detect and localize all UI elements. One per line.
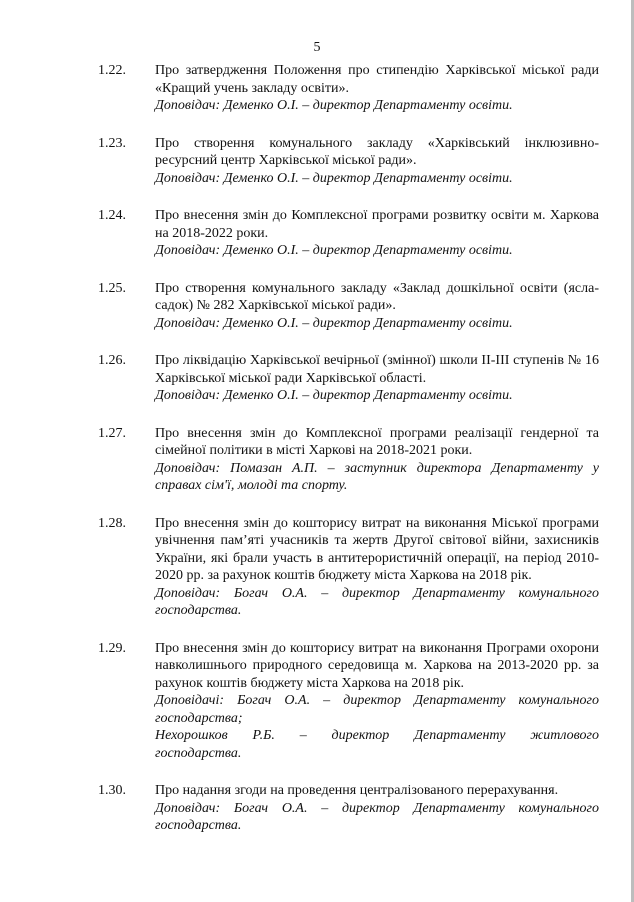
item-speaker: Доповідачі: Богач О.А. – директор Департаменту комунального господарства; [155, 693, 599, 726]
item-speaker-extra [155, 727, 599, 745]
item-number: 1.22. [98, 63, 126, 78]
agenda-item [0, 62, 634, 115]
speaker-role-word: Департаменту [414, 728, 506, 743]
item-title: Про створення комунального закладу «Харківський інклюзивно-ресурсний центр Харківської міської ради». [155, 135, 599, 168]
agenda-list [0, 62, 634, 855]
item-number: 1.29. [98, 640, 126, 656]
item-title: Про надання згоди на проведення централізованого перерахування. [155, 783, 559, 798]
item-speaker: Доповідач: Помазан А.П. – заступник директора Департаменту у справах сім'ї, молоді та спорту. [155, 460, 599, 493]
speaker-name: Нехорошков [155, 728, 228, 743]
agenda-item [0, 207, 634, 260]
item-speaker: Доповідач: Деменко О.І. – директор Департаменту освіти. [155, 315, 513, 331]
item-speaker: Доповідач: Деменко О.І. – директор Департаменту освіти. [155, 98, 513, 113]
item-number: 1.25. [98, 280, 126, 296]
agenda-item [0, 352, 634, 405]
speaker-role-word: житлового [530, 728, 599, 743]
speaker-role-rest: господарства. [155, 745, 242, 761]
item-title: Про затвердження Положення про стипендію Харківської міської ради «Кращий учень закладу освіти». [155, 63, 599, 96]
item-number: 1.26. [98, 353, 126, 368]
agenda-item [0, 280, 634, 333]
item-title: Про внесення змін до кошторису витрат на виконання Міської програми увічнення пам’яті учасників та жертв Другої світової війни, захисників України, які брали участь в антитерористичній операції, на період 2010-2020 рр. за рахунок коштів бюджету міста Харкова на 2018 рік. [155, 515, 599, 583]
agenda-item [0, 515, 634, 620]
item-title: Про внесення змін до кошторису витрат на виконання Програми охорони навколишнього природного середовища м. Харкова на 2013-2020 рр. за рахунок коштів бюджету міста Харкова на 2018 рік. [155, 640, 599, 691]
item-number: 1.30. [98, 783, 126, 798]
speaker-dash: – [299, 728, 307, 743]
item-speaker: Доповідач: Деменко О.І. – директор Департаменту освіти. [155, 243, 513, 258]
item-title: Про внесення змін до Комплексної програми розвитку освіти м. Харкова на 2018-2022 роки. [155, 208, 599, 241]
item-number: 1.28. [98, 515, 126, 531]
agenda-item [0, 135, 634, 188]
agenda-item [0, 640, 634, 763]
speaker-role-word: директор [331, 728, 390, 743]
item-title: Про ліквідацію Харківської вечірньої (змінної) школи ІІ-ІІІ ступенів № 16 Харківської міської ради Харківської області. [155, 353, 599, 386]
item-speaker: Доповідач: Деменко О.І. – директор Департаменту освіти. [155, 388, 513, 403]
item-title: Про внесення змін до Комплексної програми реалізації гендерної та сімейної політики в місті Харкові на 2018-2021 роки. [155, 425, 599, 458]
agenda-item [0, 782, 634, 835]
item-number: 1.27. [98, 425, 126, 441]
agenda-item [0, 425, 634, 495]
item-speaker: Доповідач: Деменко О.І. – директор Департаменту освіти. [155, 170, 513, 186]
item-number: 1.24. [98, 208, 126, 223]
item-number: 1.23. [98, 135, 126, 151]
speaker-initials: Р.Б. [252, 728, 275, 743]
item-speaker: Доповідач: Богач О.А. – директор Департаменту комунального господарства. [155, 800, 599, 833]
item-speaker: Доповідач: Богач О.А. – директор Департаменту комунального господарства. [155, 585, 599, 618]
page-number: 5 [313, 40, 321, 55]
item-title: Про створення комунального закладу «Заклад дошкільної освіти (ясла-садок) № 282 Харківської міської ради». [155, 280, 599, 313]
